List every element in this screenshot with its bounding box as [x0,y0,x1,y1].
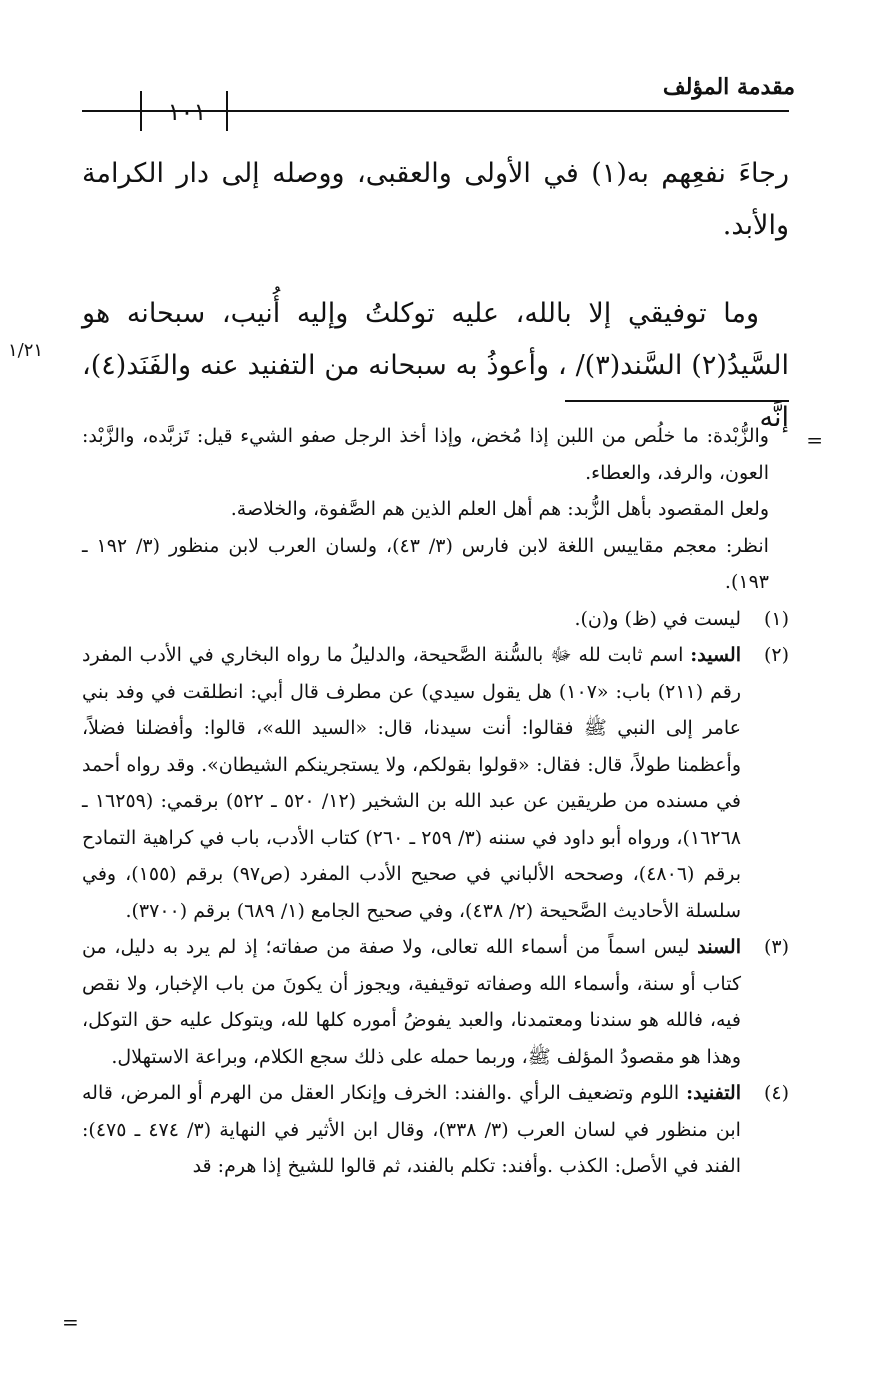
footnote-body: اسم ثابت لله ﷻ بالسُّنة الصَّحيحة، والدليلُ ما رواه البخاري في الأدب المفرد رقم (٢١١) باب: «١٠٧) هل يقول سيدي) عن مطرف قال أبي: انطلقت في وفد بني عامر إلى النبي ﷺ فقالوا: أنت سيدنا، قال: «السيد الله»، قالوا: وأفضلنا فضلاً، وأعظمنا طولاً، قال: فقال: «قولوا بقولكم، ولا يستجرينكم الشيطان». وقد رواه أحمد في مسنده من طريقين عن عبد الله بن الشخير (١٢/ ٥٢٠ ـ ٥٢٢) برقمي: (١٦٢٥٩ ـ ١٦٢٦٨)، ورواه أبو داود في سننه (٣/ ٢٥٩ ـ ٢٦٠) كتاب الأدب، باب في كراهية التمادح برقم (٤٨٠٦)، وصححه الألباني في صحيح الأدب المفرد (ص٩٧) برقم (١٥٥)، وفي سلسلة الأحاديث الصَّحيحة (٢/ ٤٣٨)، وفي صحيح الجامع (١/ ٦٨٩) برقم (٣٧٠٠). [82,644,741,922]
footnote-text [82,1075,741,1185]
running-header-title: مقدمة المؤلف [662,74,795,100]
footnote-number: (١) [763,607,789,630]
footnote-text [82,929,741,1075]
footnote-continuation-line: ولعل المقصود بأهل الزُّبد: هم أهل العلم الذين هم الصَّفوة، والخلاصة. [230,498,769,520]
footnote-number: (٢) [763,644,789,666]
footnote-body: ليس اسماً من أسماء الله تعالى، ولا صفة من صفاته؛ إذ لم يرد به دليل، من كتاب أو سنة، وأسماء الله وصفاته توقيفية، ويجوز أن يكونَ من باب الإخبار، ولا نقص فيه، فالله هو سندنا ومعتمدنا، والعبد يفوضُ أموره كلها لله، ويتوكل عليه حق التوكل، وهذا هو مقصودُ المؤلف ﷺ، وربما حمله على ذلك سجع الكلام، وبراعة الاستهلال. [82,936,741,1068]
footnote-number: (٣) [763,936,789,958]
footnote-continues-mark: = [62,1310,79,1334]
footnote-2 [82,637,789,929]
footnote-continuation [82,418,789,601]
footnote-continuation-line: والزُّبْدة: ما خلُص من اللبن إذا مُخض، وإذا أخذ الرجل صفو الشيء قيل: تَزبَّده، والزَّبْد: العون، والرفد، والعطاء. [82,425,769,484]
footnote-number: (٤) [763,1082,789,1104]
body-paragraph-2: وما توفيقي إلا بالله، عليه توكلتُ وإليه أُنيب، سبحانه هو السَّيدُ(٢) السَّند(٣)/ ، وأعوذُ به سبحانه من التفنيد عنه والفَنَد(٤)، إنَّه [82,298,789,433]
footnote-continuation-line: انظر: معجم مقاييس اللغة لابن فارس (٣/ ٤٣)، ولسان العرب لابن منظور (٣/ ١٩٢ ـ ١٩٣). [82,534,769,593]
footnote-3 [82,929,789,1075]
footnote-separator [565,400,789,402]
footnote-headword: السيد: [690,644,741,666]
page-number-bar-right [226,91,228,131]
footnote-text [82,601,741,638]
footnote-continuation-mark: = [806,428,823,452]
footnote-4 [82,1075,789,1185]
footnote-headword: التفنيد: [686,1082,741,1104]
footnote-headword: السند [697,936,741,958]
body-paragraph-1: رجاءَ نفعِهم به(١) في الأولى والعقبى، ووصله إلى دار الكرامة والأبد. [82,158,790,241]
margin-folio-reference: ١/٢١ [8,340,44,361]
footnote-body: ليست في (ظ) و(ن). [574,607,741,630]
footnote-1 [82,601,789,638]
footnote-text [82,637,741,929]
footnote-body: اللوم وتضعيف الرأي .والفند: الخرف وإنكار العقل من الهرم أو المرض، قاله ابن منظور في لسان العرب (٣/ ٣٣٨)، وقال ابن الأثير في النهاية (٣/ ٤٧٤ ـ ٤٧٥): الفند في الأصل: الكذب .وأفند: تكلم بالفند، ثم قالوا للشيخ إذا هرم: قد [82,1082,741,1177]
page-number-bar-left [140,91,142,131]
page-number: ١٠١ [167,98,207,126]
footnotes [82,418,789,1185]
